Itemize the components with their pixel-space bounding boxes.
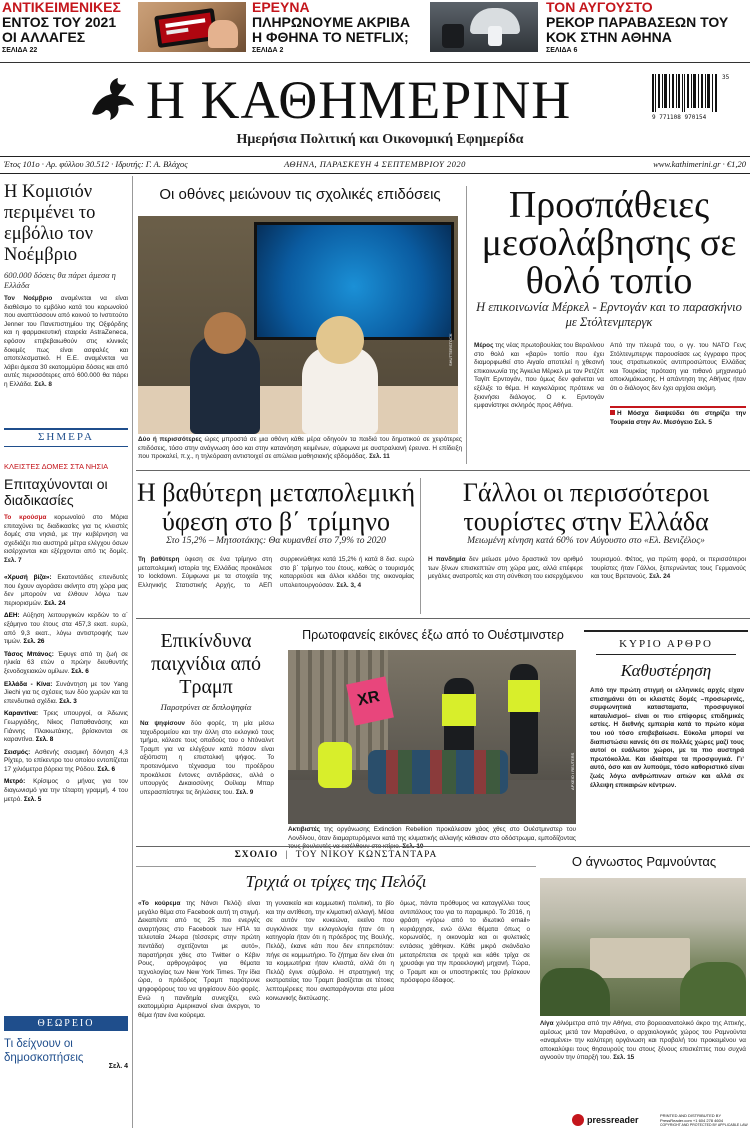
today-page: Σελ. 7 xyxy=(4,556,22,564)
editorial-rule xyxy=(596,654,736,655)
recession-rule xyxy=(420,478,421,614)
trump-deck: Παροτρύνει σε διπλοψηφία xyxy=(160,702,252,712)
recession-body xyxy=(138,556,414,612)
promo-page: ΣΕΛΙΔΑ 22 xyxy=(2,47,38,54)
masthead xyxy=(0,64,750,156)
masthead-title: Η ΚΑΘΗΜΕΡΙΝΗ xyxy=(146,70,572,130)
brief-key: Μετρό: xyxy=(4,778,26,786)
issue-date: ΑΘΗΝΑ, ΠΑΡΑΣΚΕΥΗ 4 ΣΕΠΤΕΜΒΡΙΟΥ 2020 xyxy=(284,159,466,169)
mediation-col-rule xyxy=(466,186,467,464)
brief-text: Έφυγε από τη ζωή σε ηλικία 63 ετών ο πρώην διευθυντής ξενοδοχειακών ομίλων. xyxy=(4,650,128,675)
hand-shape xyxy=(208,20,238,48)
tourists-page: Σελ. 24 xyxy=(649,573,671,581)
brief-key: Καραντίνα: xyxy=(4,710,39,718)
brief-text: Εκατοντάδες επενδυτές που έχουν αγοράσει ακίνητο στη χώρα μας δεν μπορούν να έλθουν λόγω των περιορισμών. xyxy=(4,574,128,607)
promo-kicker: ΤΟΝ ΑΥΓΟΥΣΤΟ xyxy=(546,0,653,15)
red-square-icon xyxy=(610,410,615,415)
theorio-headline: Τι δείχνουν οι δημοσκοπήσεις xyxy=(4,1038,84,1064)
trump-leadin: Να ψηφίσουν xyxy=(140,720,185,727)
comment-col1-text: της Νάνσι Πελόζι είναι μεγάλο θέμα στο Facebook αυτή τη στιγμή. Δεκαπέντε από τις 25 πιο ενεργές αναρτήσεις στο Facebook των ΗΠΑ τα τελευταία 24ωρα (τέσσερις στην πρώτη πεντάδα) σχετίζονται με αυτό», παρατήρησε χθες στο Twitter ο Κέβιν Ρους, αρθρογράφος για θέματα τεχνολογίας των New York Times. Την ίδια ώρα, ο πρόεδρος Τραμπ παρότρυνε ψηφοφόρους του να ψηφίσουν δύο φορές. Ενώ η πανδημία συνεχίζει, ενώ εκατομμύρια Αμερικανοί είναι άνεργοι, το θέμα ήταν ένα κούρεμα. xyxy=(138,900,260,1019)
mediation-callout xyxy=(610,406,746,427)
brief-text: Κρίσιμος ο μήνας για τον διαγωνισμό για την τέταρτη γραμμή, 4 του μετρό. xyxy=(4,778,128,803)
brief-text: Αύξηση λειτουργικών κερδών το α΄ εξάμηνο του έτους στα 457,3 εκατ. ευρώ, από 9,3 εκατ., λόγω αντιστροφής των τιμών. xyxy=(4,612,128,646)
theorio-box[interactable] xyxy=(4,1016,128,1086)
tourists-deck: Μειωμένη κίνηση κατά 60% τον Αύγουστο στο «Ελ. Βενιζέλος» xyxy=(467,536,705,546)
tourists-body xyxy=(428,556,746,612)
mediation-callout-text xyxy=(610,410,746,427)
masthead-rule-top xyxy=(0,156,750,157)
left-lead-leadin: Τον Νοέμβριο xyxy=(4,295,53,302)
comment-author: ΤΟΥ ΝΙΚΟΥ ΚΩΝΣΤΑΝΤΑΡΑ xyxy=(295,850,438,860)
left-lead-headline: Η Κομισιόν περιμένει το εμβόλιο τον Νοέμβριο xyxy=(4,182,96,265)
pressreader-line-1: PRINTED AND DISTRIBUTED BY xyxy=(660,1113,722,1118)
trees-2 xyxy=(680,962,746,1016)
recession-deck: Στο 15,2% – Μητσοτάκης: Θα κυμανθεί στο 7,9% το 2020 xyxy=(166,536,386,546)
police-3 xyxy=(318,742,352,788)
trump-headline[interactable]: Επικίνδυνα παιχνίδια από Τραμπ xyxy=(150,630,262,698)
ramnous-headline[interactable]: Ο άγνωστος Ραμνούντας xyxy=(571,854,717,869)
screens-photo xyxy=(138,216,458,434)
westminster-caption-text: της οργάνωσης Extinction Rebellion προκάλεσαν χάος χθες στο Ουέστμινστερ του Λονδίνου, όταν διαμαρτυρόμενοι κατά της κλιματικής αλλαγής κάθισαν στο οδόστρωμα, εμποδίζοντας xyxy=(288,826,576,842)
tourists-leadin: Η πανδημία xyxy=(428,556,466,563)
ruins xyxy=(590,938,690,978)
mediation-deck: Η επικοινωνία Μέρκελ - Ερντογάν και το παρασκήνιο με Στόλτενμπεργκ xyxy=(476,300,742,329)
callout-text: Η Μόσχα διαψεύδει ότι στηρίζει την Τουρκία στην Αν. Μεσόγειο xyxy=(610,410,746,426)
masthead-rule-bottom xyxy=(0,173,750,174)
comment-rule xyxy=(136,866,536,867)
recession-text: ύφεση σε ένα τρίμηνο στη μεταπολεμική ιστορία της Ελλάδας προκάλεσε το lockdown. Σύμφωνα με τα στοιχεία της Ελληνικής Στατιστικής Αρχής, το ΑΕΠ συρρικνώθηκε κατά 15,2% ή κατά 8 δισ. ευρώ στο β΄ τρίμηνο του έτους, καθώς ο τουρισμός καταρρεύσε και άλλοι κλάδοι της οικονομίας υπολειτουργούσαν. xyxy=(138,556,414,589)
screens-caption xyxy=(138,436,462,462)
promo-kicker: ΑΝΤΙΚΕΙΜΕΝΙΚΕΣ xyxy=(2,0,121,15)
brief-text: Συνάντηση με τον Yang Jiechi για τις σχέσεις των δύο χωρών και τα επενδυτικά σχέδια. xyxy=(4,680,128,705)
mediation-leadin: Μέρος xyxy=(474,342,494,349)
ramnous-caption xyxy=(540,1020,746,1088)
police-2-vest xyxy=(508,680,540,712)
today-rule-2 xyxy=(4,446,128,447)
pressreader-icon xyxy=(572,1114,584,1126)
promo-strip xyxy=(0,0,750,62)
mediation-body-2: Από την πλευρά του, ο γγ. του ΝΑΤΟ Γενς Στόλτενμπεργκ παρουσίασε ως έγγραφο προς τους στρατιωτικούς αντιπροσώπους Ελλάδας και Τουρκίας πρόταση για πιθανό μηχανισμό αποκλιμάκωσης. Η απάντηση της Αθήνας ήταν ότι ο διάλογος δεν έχει αρχίσει ακόμη. xyxy=(610,342,746,392)
promo-headline: ΠΛΗΡΩΝΟΥΜΕ ΑΚΡΙΒΑ Η ΦΘΗΝΑ ΤΟ NETFLIX; xyxy=(252,14,411,45)
promo-page: ΣΕΛΙΔΑ 2 xyxy=(252,47,284,54)
left-lead-body xyxy=(4,295,128,405)
promo-2[interactable] xyxy=(252,0,412,60)
pressreader-footer[interactable] xyxy=(572,1112,748,1130)
bird-logo-icon xyxy=(86,74,138,126)
brief-item[interactable] xyxy=(4,778,128,804)
recession-leadin: Τη βαθύτερη xyxy=(138,556,180,563)
editorial-box[interactable] xyxy=(584,630,748,842)
brief-key: «Χρυσή βίζα»: xyxy=(4,574,52,581)
brief-page: Σελ. 6 xyxy=(97,765,116,773)
ramnous-caption-text: χιλιόμετρα από την Αθήνα, στο βορειοανατολικό άκρο της Αττικής, αμέσως μετά τον Μαραθώνα, ο αρχαιολογικός χώρος του Ραμνούντα «αναμένει» την καλύτερη οργάνωση και προβολή του προκειμένου να αποκαλύψει τους θησαυρούς του στους ξένους επισκέπτες που συχνά αγνοούν την ύπαρξή του. xyxy=(540,1020,746,1062)
today-briefs xyxy=(4,574,128,808)
recession-page: Σελ. 3, 4 xyxy=(336,581,362,589)
year-info: Έτος 101ο · Αρ. φύλλου 30.512 · Ιδρυτής: Γ. Α. Βλάχος xyxy=(4,159,188,169)
trump-text: δύο φορές, τη μία μέσω ταχυδρομείου και την άλλη στο εκλογικό τους τμήμα, κάλεσε τους οπαδούς του ο Ντόναλντ Τραμπ για να ελέγξουν κατά πόσον είναι αξιόπιστη η επιστολική ψήφος. Το προτεινόμενο τέχνασμα του προέδρου προκάλεσε έντονες αντιδράσεις, αλλά ο υπουργός Δικαιοσύνης Ουίλιαμ Μπαρ υπερασπίστηκε τις δηλώσεις του. xyxy=(140,720,274,796)
westminster-caption-leadin: Ακτιβιστές xyxy=(288,826,320,833)
pressreader-line-2: PressReader.com +1 604 278 4604 xyxy=(660,1118,724,1123)
left-lead-text: αναμένεται να είναι διαθέσιμο το εμβόλιο κατά του κορωνοϊού που αναπτύσσουν από κοινού το Ινστιτούτο Jenner του Πανεπιστημίου της Οξφόρδης και η φαρμακευτική εταιρεία AstraZeneca, εφόσον επιβεβαιωθούν στις κλινικές δοκιμές πως είναι ασφαλές και αποτελεσματικό. Η Ε.Ε. αναμένεται να λάβει άμεσα 30 εκατομμύρια δόσεις και από αυτές περισσότερες από 600.000 θα πάρει η Ελλάδα. xyxy=(4,295,128,388)
editorial-headline: Καθυστέρηση xyxy=(620,661,712,680)
trees-1 xyxy=(540,968,610,1016)
brief-item[interactable] xyxy=(4,574,128,608)
left-lead[interactable] xyxy=(4,182,128,405)
brief-page: Σελ. 5 xyxy=(23,795,42,803)
comment-col-1 xyxy=(138,900,260,1100)
site-price: www.kathimerini.gr · €1,20 xyxy=(653,159,746,169)
westminster-photo xyxy=(288,650,576,824)
child-2-head xyxy=(316,316,364,364)
westminster-photo-credit: ΑΡΧΕΙΟ / REUTERS xyxy=(570,752,575,790)
pressreader-line-3: COPYRIGHT AND PROTECTED BY APPLICABLE LAW xyxy=(660,1123,748,1127)
xr-sign xyxy=(346,676,394,725)
screens-caption-text: ώρες μπροστά σε μια οθόνη κάθε μέρα οδηγούν τα παιδιά του δημοτικού σε χειρότερες επιδόσεις, τόσο στην ανάγνωση όσο και στην κατανόηση κειμένων, σύμφωνα με αυστραλιανή έρευνα. Η επίδειξη που προκαλεί, π.χ., η τηλεόραση αντιστοιχεί σε απώλεια μαθησιακής εβδομάδας. xyxy=(138,436,462,461)
barcode-icon xyxy=(652,74,718,118)
mediation-headline[interactable]: Προσπάθειες μεσολάβησης σε θολό τοπίο xyxy=(481,184,737,302)
today-title: ΣΗΜΕΡΑ xyxy=(38,431,94,443)
ramnous-page: Σελ. 15 xyxy=(613,1054,635,1062)
brief-page: Σελ. 6 xyxy=(71,667,89,675)
promo-1[interactable] xyxy=(2,0,130,60)
today-rule xyxy=(4,428,128,430)
tourists-headline[interactable]: Γάλλοι οι περισσότεροι τουρίστες στην Ελλάδα xyxy=(462,478,710,536)
brief-page: Σελ. 8 xyxy=(35,736,54,744)
barcode-issue: 35 xyxy=(722,74,730,81)
left-lead-page: Σελ. 8 xyxy=(34,380,52,388)
row2-rule xyxy=(136,470,750,471)
today-body xyxy=(4,514,128,572)
promo-3[interactable] xyxy=(546,0,748,60)
promo-kicker: ΕΡΕΥΝΑ xyxy=(252,0,310,15)
brief-item[interactable] xyxy=(4,612,128,646)
screens-headline[interactable]: Οι οθόνες μειώνουν τις σχολικές επιδόσεις xyxy=(159,186,441,203)
comment-col-3: όμως, πάντα πρόθυμος να καταγγέλλει τους αντιπάλους του για το παραμικρό. Το 2016, η φράση «γύρω από το ιδιωτικό email» κυριάρχησε, ενώ άλλα θέματα όπως ο κορωνοϊός, η οικονομία και οι φυλετικές εντάσεις χάθηκαν. Κάθε μικρό σκάνδαλο μετατρέπεται σε τριχιά και κάθε τρίχα σε χρυσάφι για την προεκλογική μηχανή. Τώρα, ο Τραμπ και οι υποστηρικτές του βρίσκουν πρόσφορο έδαφος. xyxy=(400,900,530,985)
brief-key: Ελλάδα - Κίνα: xyxy=(4,680,53,688)
today-text: κορωνοϊού στο Μόρια επιταχύνει τις διαδικασίες για τις κλειστές δομές στα νησιά, με την κυβέρνηση να σχεδιάζει πιο αυστηρά μέτρα ελέγχου όσων εισέρχονται και εξέρχονται από τις δομές. xyxy=(4,514,128,556)
editorial-title: ΚΥΡΙΟ ΑΡΘΡΟ xyxy=(619,638,713,650)
brief-item[interactable] xyxy=(4,651,128,677)
comment-leadin: «Το κούρεμα xyxy=(138,900,181,907)
brief-item[interactable] xyxy=(4,749,128,775)
brief-key: Τάσος Μπάνος: xyxy=(4,650,54,658)
car-photo xyxy=(430,2,538,52)
left-lead-deck: 600.000 δόσεις θα πάρει άμεσα η Ελλάδα xyxy=(4,270,116,290)
row3-rule xyxy=(136,618,750,619)
comment-columns xyxy=(136,900,536,1100)
westminster-caption xyxy=(288,826,576,844)
comment-label-row xyxy=(136,850,536,864)
mediation-body xyxy=(474,342,604,434)
brief-item[interactable] xyxy=(4,681,128,707)
brief-page: Σελ. 26 xyxy=(23,638,45,646)
brief-page: Σελ. 24 xyxy=(44,599,66,607)
theorio-title: ΘΕΩΡΕΙΟ xyxy=(4,1016,128,1031)
brief-key: Σεισμός: xyxy=(4,748,31,756)
sofa xyxy=(138,386,458,434)
brief-page: Σελ. 3 xyxy=(59,697,77,705)
mediation-page: Σελ. 5 xyxy=(694,418,712,426)
left-col-rule xyxy=(132,176,133,1128)
comment-headline[interactable]: Τριχιά οι τρίχες της Πελόζι xyxy=(245,872,427,891)
mediation-text: της νέας πρωτοβουλίας του Βερολίνου στο θολό και «βαρύ» τοπίο που έχει διαμορφωθεί στο Αιγαίο αποτελεί η χθεσινή επικοινωνία της Άγκελα Μέρκελ με τον Ρετζέπ Ταγίπ Ερντογάν, που όμως δεν φαίνεται να εξέλιξε το θέμα. Η καγκελάριος πρότεινε να ξεκινήσει διάλογος. Ο κ. Ερντογάν εμφανίστηκε σκληρός προς Αθήνα. xyxy=(474,342,604,410)
dateline xyxy=(0,158,750,172)
barcode xyxy=(652,74,734,126)
promo-rule xyxy=(0,62,750,63)
recession-headline[interactable]: Η βαθύτερη μεταπολεμική ύφεση στο β΄ τρίμηνο xyxy=(136,478,416,536)
trump-page: Σελ. 9 xyxy=(235,788,254,796)
brief-item[interactable] xyxy=(4,710,128,744)
promo-headline: ΕΝΤΟΣ ΤΟΥ 2021 ΟΙ ΑΛΛΑΓΕΣ xyxy=(2,14,117,45)
child-1-head xyxy=(204,312,246,354)
screens-page: Σελ. 11 xyxy=(369,453,390,461)
comment-separator: | xyxy=(285,850,289,860)
comment-label: ΣΧΟΛΙΟ xyxy=(234,850,279,860)
barcode-number: 9 771108 970154 xyxy=(652,114,707,121)
ramnous-photo xyxy=(540,878,746,1016)
screens-photo-credit: SHUTTERSTOCK xyxy=(448,333,453,366)
today-headline: Επιταχύνονται οι διαδικασίες xyxy=(4,476,108,508)
screens-caption-leadin: Δύο ή περισσότερες xyxy=(138,436,202,443)
tourists-text: δεν μείωσε μόνο δραστικά τον αριθμό των ξένων επισκεπτών στη χώρα μας, αλλά επέφερε μεγάλες ανατροπές και στη σύνθεση του εισερχόμενου τουρισμού. Φέτος, για πρώτη φορά, οι περισσότεροι τουρίστες ήταν Γάλλοι, ξεπερνώντας τους Γερμανούς και τους Βρετανούς. xyxy=(428,556,746,581)
trump-body xyxy=(140,720,274,838)
theorio-page: Σελ. 4 xyxy=(108,1063,128,1070)
pressreader-name: pressreader xyxy=(587,1115,639,1125)
promo-headline: ΡΕΚΟΡ ΠΑΡΑΒΑΣΕΩΝ ΤΟΥ ΚΟΚ ΣΤΗΝ ΑΘΗΝΑ xyxy=(546,14,729,45)
brief-key: ΔΕΗ: xyxy=(4,612,20,620)
westminster-headline[interactable]: Πρωτοφανείς εικόνες έξω από το Ουέστμινστερ xyxy=(302,628,564,642)
netflix-photo xyxy=(138,2,246,52)
masthead-subtitle: Ημερήσια Πολιτική και Οικονομική Εφημερίδα xyxy=(236,132,524,147)
protesters xyxy=(368,750,508,794)
today-subhead: ΚΛΕΙΣΤΕΣ ΔΟΜΕΣ ΣΤΑ ΝΗΣΙΑ xyxy=(4,462,109,471)
xr-sign-text: XR xyxy=(355,688,382,710)
comment-col-2: τη γυναικεία και κομμωτική πολιτική, το βίο και την αντίθεση, την κλιματική αλλαγή. Μέσα σε αυτόν τον κυκεώνα, εκείνο που συγκλόνισε την εκλογολογία ήταν ότι η κατηγορία ήταν ότι η πρόεδρος της Βουλής, Πελόζι, έκανε κάτι που δεν επιτρεπόταν: πήγε σε κομμωτήριο. Το ζήτημα δεν είναι ότι τα κομμωτήρια ήταν κλειστά, αλλά ότι η Πελόζι έγινε σύμβολο. Η στρατηγική της εκστρατείας του Τραμπ βασίζεται σε τέτοιες λεπτομέρειες που αναπαράγονται στα μέσα κοινωνικής δικτύωσης. xyxy=(266,900,394,1002)
brief-text: Ασθενής σεισμική δόνηση 4,3 Ρίχτερ, το επίκεντρο του οποίου εντοπίζεται 17 χιλιόμετρα βόρεια της Ρόδου. xyxy=(4,748,128,773)
police-1-vest xyxy=(442,694,476,726)
editorial-body: Από την πρώτη στιγμή οι ελληνικές αρχές είχαν επισημάνει ότι οι κλειστές δομές –προσωρινές, συμφωνητικά κατασταματα, προσφυγικοί καταυλισμοί– είναι οι πιο επίφορες επιδημικές εστίες. Η διεθνής εμπειρία κατά το πρώτο κύμα του ιού τόσο επιβεβαίωσε. Εύκολα μπορεί να διαπιστώσει κανείς ότι σε πολλές χώρες μαζί τους αυτοί οι ευάλωτοι χώροι, με τα πιο αυστηρά πρωτόκολλα. Και ιδιαίτερα τα προσφυγικά. Γι’ αυτό, όσο και αν λυπούμε, τόσο καθοριστικό είναι ζωές λόγω ανθρώπινων αιτιών και αλλά σε έλλειψη επικαιρών κέντρων. xyxy=(590,687,744,789)
ramnous-caption-leadin: Λίγα xyxy=(540,1020,554,1027)
brief-text: Τρεις υπουργοί, οι Άδωνις Γεωργιάδης, Νίκος Παπαθανάσης και Γιάννης Πλακιωτάκης, βρίσκονται σε καραντίνα. xyxy=(4,710,128,744)
row4-rule xyxy=(136,846,750,847)
promo-page: ΣΕΛΙΔΑ 6 xyxy=(546,47,578,54)
today-leadin: Το κρούσμα xyxy=(4,514,47,521)
